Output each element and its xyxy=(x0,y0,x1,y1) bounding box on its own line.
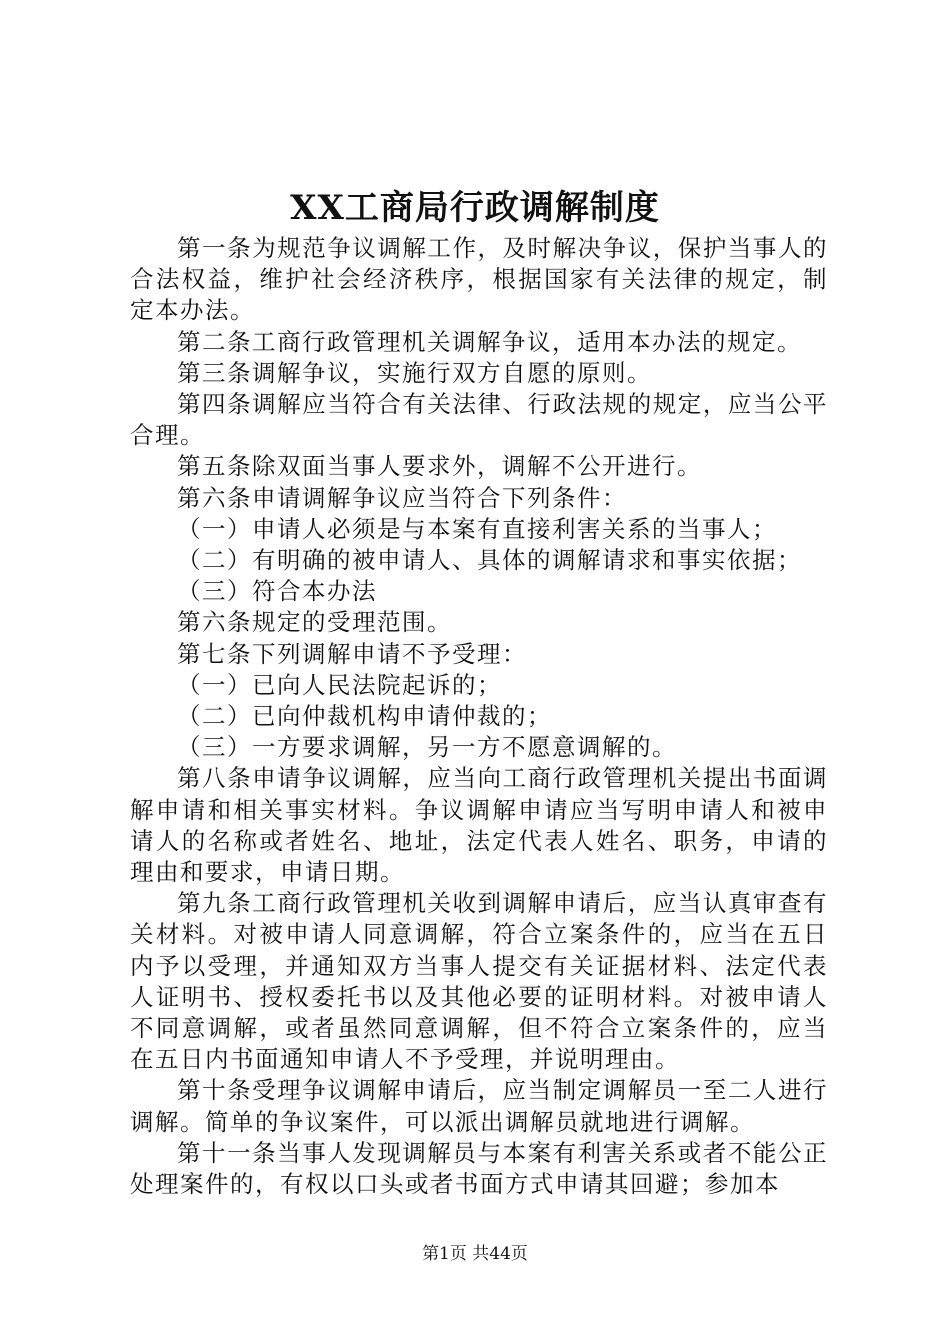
paragraph-article-10: 第十条受理争议调解申请后，应当制定调解员一至二人进行调解。简单的争议案件，可以派出调解员就地进行调解。 xyxy=(130,1076,828,1136)
list-item-rejection-3: （三）一方要求调解，另一方不愿意调解的。 xyxy=(177,733,677,762)
document-title: XX工商局行政调解制度 xyxy=(290,188,660,228)
paragraph-article-6-scope: 第六条规定的受理范围。 xyxy=(177,608,452,637)
paragraph-article-7: 第七条下列调解申请不予受理： xyxy=(177,639,527,668)
paragraph-article-1: 第一条为规范争议调解工作，及时解决争议，保护当事人的合法权益，维护社会经济秩序，根据国家有关法律的规定，制定本办法。 xyxy=(130,234,828,325)
list-item-rejection-2: （二）已向仲裁机构申请仲裁的； xyxy=(177,702,552,731)
paragraph-article-9: 第九条工商行政管理机关收到调解申请后，应当认真审查有关材料。对被申请人同意调解，符合立案条件的，应当在五日内予以受理，并通知双方当事人提交有关证据材料、法定代表人证明书、授权委托书以及其他必要的证明材料。对被申请人不同意调解，或者虽然同意调解，但不符合立案条件的，应当在五日内书面通知申请人不予受理，并说明理由。 xyxy=(130,889,828,1074)
paragraph-article-5: 第五条除双面当事人要求外，调解不公开进行。 xyxy=(177,452,702,481)
list-item-condition-1: （一）申请人必须是与本案有直接利害关系的当事人； xyxy=(177,514,777,543)
list-item-condition-2: （二）有明确的被申请人、具体的调解请求和事实依据； xyxy=(177,546,802,575)
list-item-rejection-1: （一）已向人民法院起诉的； xyxy=(177,670,502,699)
paragraph-article-8: 第八条申请争议调解，应当向工商行政管理机关提出书面调解申请和相关事实材料。争议调解申请应当写明申请人和被申请人的名称或者姓名、地址，法定代表人姓名、职务，申请的理由和要求，申请日期。 xyxy=(130,764,828,887)
page-footer: 第1页 共44页 xyxy=(422,1244,528,1264)
paragraph-article-3: 第三条调解争议，实施行双方自愿的原则。 xyxy=(177,358,652,387)
document-body xyxy=(130,233,828,1200)
paragraph-article-2: 第二条工商行政管理机关调解争议，适用本办法的规定。 xyxy=(177,327,802,356)
paragraph-article-6: 第六条申请调解争议应当符合下列条件： xyxy=(177,483,627,512)
list-item-condition-3: （三）符合本办法 xyxy=(177,577,377,606)
paragraph-article-11: 第十一条当事人发现调解员与本案有利害关系或者不能公正处理案件的，有权以口头或者书面方式申请其回避；参加本 xyxy=(130,1138,828,1199)
paragraph-article-4: 第四条调解应当符合有关法律、行政法规的规定，应当公平合理。 xyxy=(130,390,828,450)
